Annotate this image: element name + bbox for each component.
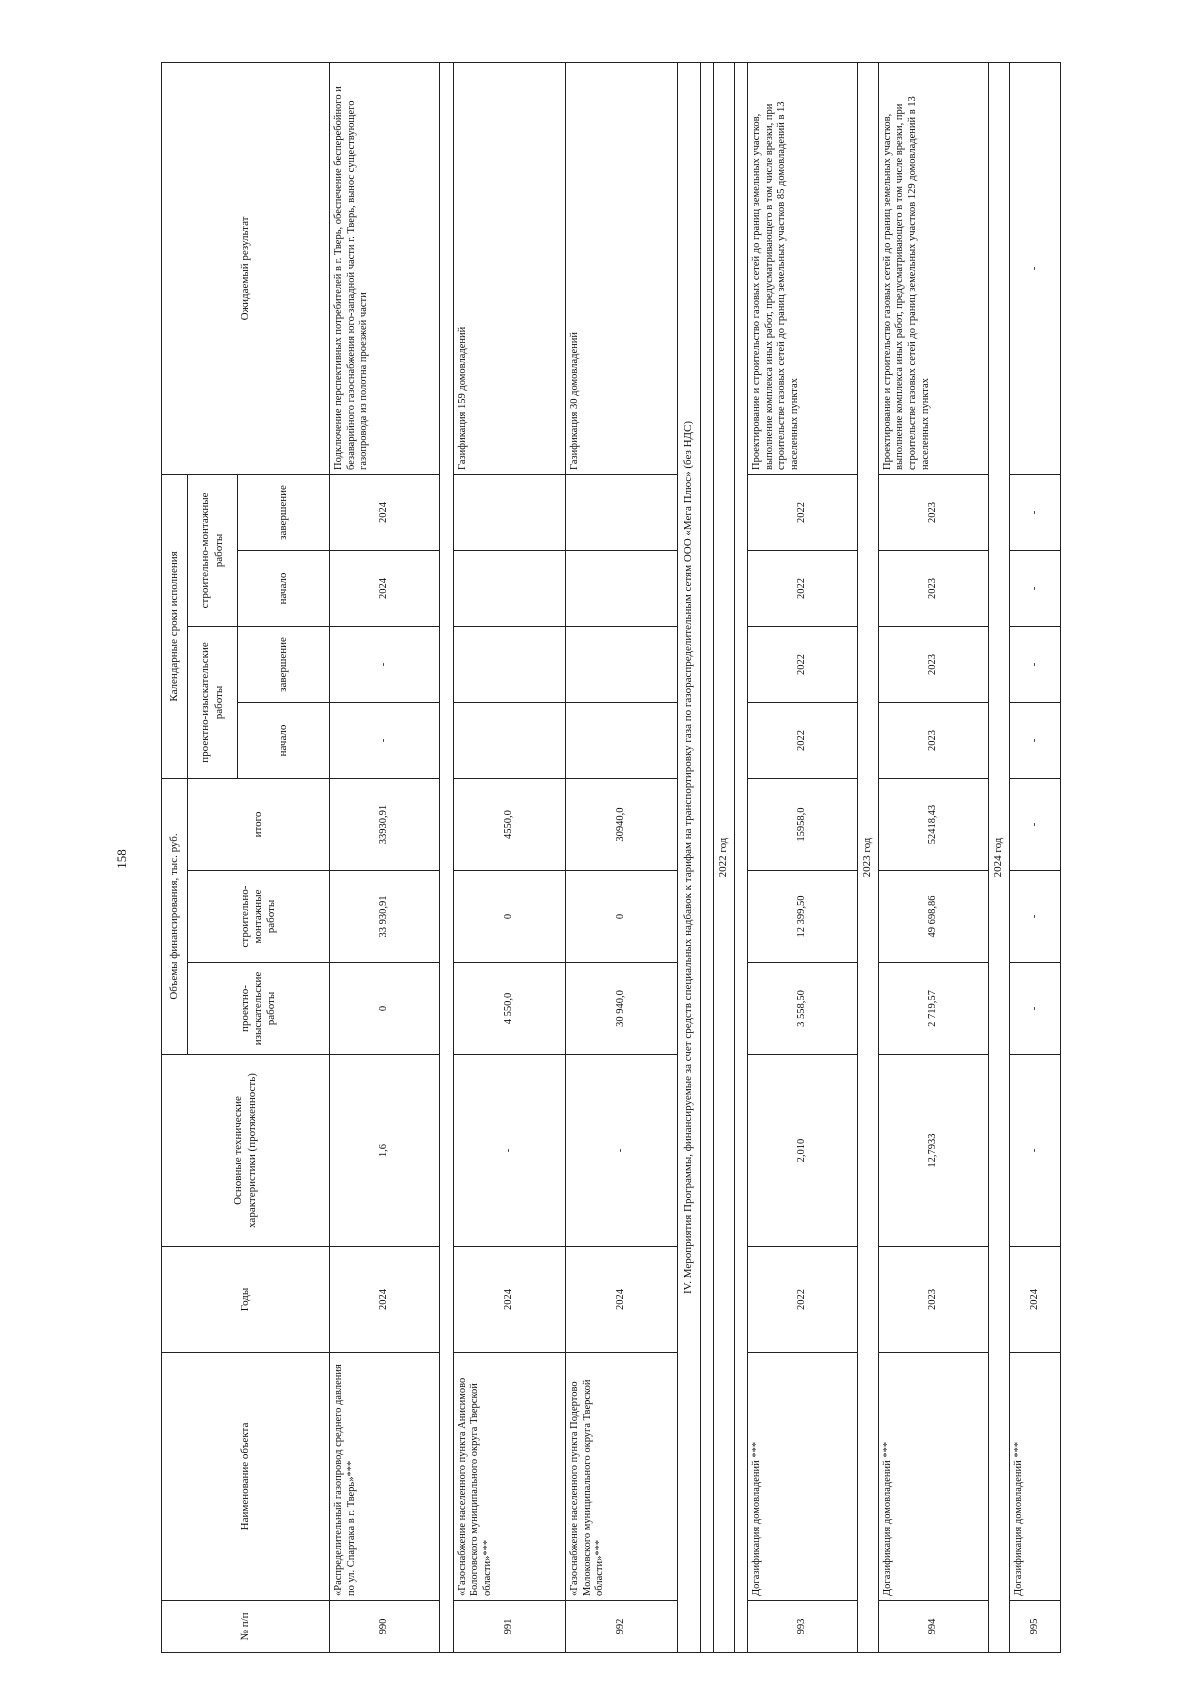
year-2024-label: 2024 год <box>989 62 1010 1652</box>
row-num: 995 <box>1009 1601 1060 1653</box>
row-construction-end: 2022 <box>747 474 857 550</box>
row-years: 2023 <box>878 1247 988 1353</box>
row-object-name: Догазификация домовладений *** <box>878 1353 988 1601</box>
row-design-start <box>565 702 677 778</box>
row-total: 30940,0 <box>565 778 677 870</box>
header-design-works: проектно-изыскательские работы <box>188 963 330 1055</box>
row-construction: 0 <box>565 871 677 963</box>
row-construction-end <box>565 474 677 550</box>
row-design: 3 558,50 <box>747 963 857 1055</box>
row-design: - <box>1009 963 1060 1055</box>
header-construction-works: строительно-монтажные работы <box>188 871 330 963</box>
row-construction: - <box>1009 871 1060 963</box>
row-design-end: - <box>1009 626 1060 702</box>
row-design: 4 550,0 <box>453 963 565 1055</box>
section-row <box>678 62 700 1652</box>
row-tech: - <box>453 1055 565 1247</box>
row-num: 994 <box>878 1601 988 1653</box>
row-construction-start <box>565 550 677 626</box>
row-object-name: «Газоснабжение населенного пункта Анисимово Бологовского муниципального округа Тверской области»*** <box>453 1353 565 1601</box>
row-construction-start: 2024 <box>330 550 440 626</box>
table-row <box>330 62 440 1652</box>
row-design-start: 2022 <box>747 702 857 778</box>
header-financing: Объемы финансирования, тыс. руб. <box>162 778 188 1054</box>
row-total: 15958,0 <box>747 778 857 870</box>
row-object-name: Догазификация домовладений *** <box>1009 1353 1060 1601</box>
row-design: 0 <box>330 963 440 1055</box>
row-design-end <box>453 626 565 702</box>
row-construction: 33 930,91 <box>330 871 440 963</box>
row-tech: 1,6 <box>330 1055 440 1247</box>
row-construction-end: 2023 <box>878 474 988 550</box>
header-schedule-design: проектно-изыскательские работы <box>188 626 238 778</box>
row-construction: 12 399,50 <box>747 871 857 963</box>
row-design: 30 940,0 <box>565 963 677 1055</box>
table-row <box>1009 62 1060 1652</box>
table-row <box>453 62 565 1652</box>
header-name: Наименование объекта <box>162 1353 330 1601</box>
header-tech: Основные технические характеристики (протяженность) <box>162 1055 330 1247</box>
rotated-table-sheet <box>161 63 1061 1653</box>
row-object-name: «Газоснабжение населенного пункта Подертово Молоковского муниципального округа Тверской области»*** <box>565 1353 677 1601</box>
row-design-start: 2023 <box>878 702 988 778</box>
row-divider <box>440 62 453 1652</box>
row-construction-start: 2022 <box>747 550 857 626</box>
row-result: Проектирование и строительство газовых сетей до границ земельных участков, выполнение комплекса иных работ, предусматривающего в том числе врезки, при строительстве газовых сетей до границ земельных участков 129 домовладений в 13 населенных пунктах <box>878 62 988 474</box>
row-construction: 49 698,86 <box>878 871 988 963</box>
row-construction-end <box>453 474 565 550</box>
row-total: - <box>1009 778 1060 870</box>
row-years: 2024 <box>565 1247 677 1353</box>
header-result: Ожидаемый результат <box>162 62 330 474</box>
table-row <box>747 62 857 1652</box>
header-construction-end: завершение <box>238 474 330 550</box>
row-design-start: - <box>1009 702 1060 778</box>
row-tech: - <box>565 1055 677 1247</box>
row-result: Газификация 159 домовладений <box>453 62 565 474</box>
row-design-start <box>453 702 565 778</box>
row-design-end: - <box>330 626 440 702</box>
row-num: 991 <box>453 1601 565 1653</box>
row-years: 2024 <box>1009 1247 1060 1353</box>
table-row <box>565 62 677 1652</box>
header-total: итого <box>188 778 330 870</box>
year-2023-label: 2023 год <box>858 62 879 1652</box>
header-years: Годы <box>162 1247 330 1353</box>
row-construction: 0 <box>453 871 565 963</box>
row-total: 52418,43 <box>878 778 988 870</box>
row-design-end: 2023 <box>878 626 988 702</box>
table-row <box>878 62 988 1652</box>
year-row <box>989 62 1010 1652</box>
row-design-start: - <box>330 702 440 778</box>
row-tech: 12,7933 <box>878 1055 988 1247</box>
header-schedule-construction: строительно-монтажные работы <box>188 474 238 626</box>
section-title: IV. Мероприятия Программы, финансируемые за счет средств специальных надбавок к тарифам на транспортировку газа по газораспределительным сетям ООО «Мега Плюс» (без НДС) <box>678 62 700 1652</box>
row-tech: - <box>1009 1055 1060 1247</box>
row-design-end <box>565 626 677 702</box>
row-result: Проектирование и строительство газовых сетей до границ земельных участков, выполнение комплекса иных работ, предусматривающего в том числе врезки, при строительстве газовых сетей до границ земельных участков 85 домовладений в 13 населенных пунктах <box>747 62 857 474</box>
row-num: 990 <box>330 1601 440 1653</box>
row-design-end: 2022 <box>747 626 857 702</box>
page-number: 158 <box>114 849 129 869</box>
row-construction-start: - <box>1009 550 1060 626</box>
year-2022-label: 2022 год <box>714 62 735 1652</box>
row-construction-end: - <box>1009 474 1060 550</box>
row-years: 2024 <box>330 1247 440 1353</box>
row-result: Газификация 30 домовладений <box>565 62 677 474</box>
header-construction-start: начало <box>238 550 330 626</box>
row-total: 33930,91 <box>330 778 440 870</box>
year-row <box>714 62 735 1652</box>
row-design: 2 719,57 <box>878 963 988 1055</box>
row-result: Подключение перспективных потребителей в г. Тверь, обеспечение бесперебойного и безаварийного газоснабжения юго-западной части г. Тверь, вынос существующего газопровода из полотна проезжей части <box>330 62 440 474</box>
row-tech: 2,010 <box>747 1055 857 1247</box>
row-construction-start <box>453 550 565 626</box>
year-row <box>858 62 879 1652</box>
row-num: 992 <box>565 1601 677 1653</box>
row-construction-start: 2023 <box>878 550 988 626</box>
row-divider <box>734 62 747 1652</box>
row-num: 993 <box>747 1601 857 1653</box>
header-num: № п/п <box>162 1601 330 1653</box>
row-result: - <box>1009 62 1060 474</box>
row-years: 2024 <box>453 1247 565 1353</box>
investment-program-table <box>161 62 1061 1653</box>
header-design-start: начало <box>238 702 330 778</box>
row-total: 4550,0 <box>453 778 565 870</box>
header-design-end: завершение <box>238 626 330 702</box>
header-schedule: Календарные сроки исполнения <box>162 474 188 778</box>
row-years: 2022 <box>747 1247 857 1353</box>
row-object-name: Догазификация домовладений *** <box>747 1353 857 1601</box>
row-construction-end: 2024 <box>330 474 440 550</box>
row-divider <box>700 62 713 1652</box>
row-object-name: «Распределительный газопровод среднего давления по ул. Спартака в г. Тверь»*** <box>330 1353 440 1601</box>
